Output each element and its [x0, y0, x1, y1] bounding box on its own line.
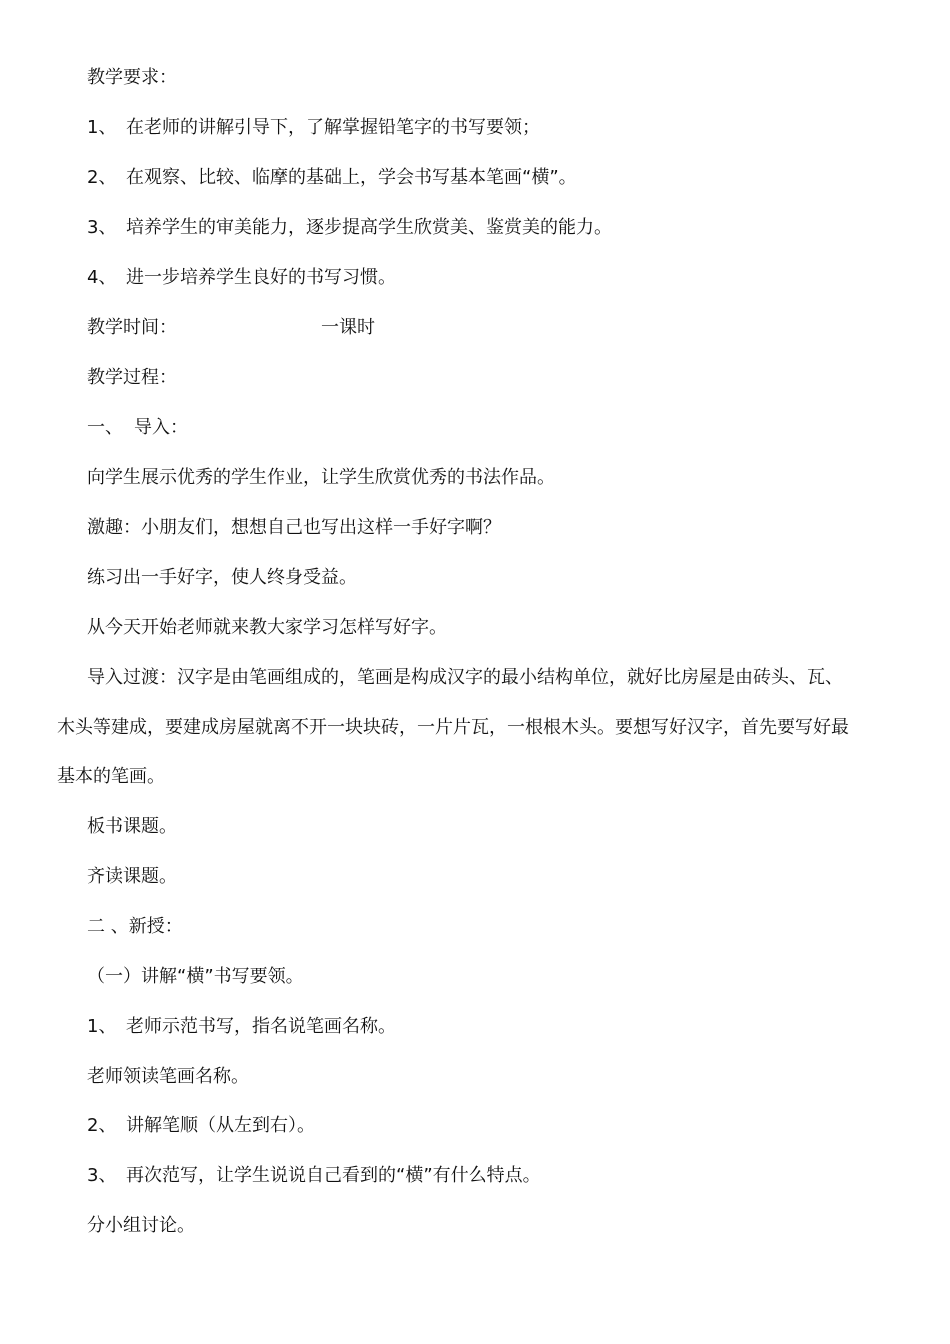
step-text: 老师示范书写，指名说笔画名称。	[126, 1016, 396, 1037]
step-text: 再次范写，让学生说说自己看到的“横”有什么特点。	[126, 1165, 541, 1186]
subsection-heading: （一）讲解“横”书写要领。	[87, 966, 304, 987]
step-item	[87, 1015, 396, 1039]
requirement-item	[87, 166, 577, 190]
section-one-heading	[87, 416, 188, 440]
requirement-text: 进一步培养学生良好的书写习惯。	[126, 267, 396, 288]
requirement-text: 在观察、比较、临摩的基础上，学会书写基本笔画“横”。	[126, 167, 577, 188]
step-item	[87, 1164, 541, 1188]
step-item	[87, 1114, 315, 1138]
paragraph: 从今天开始老师就来教大家学习怎样写好字。	[87, 617, 447, 638]
requirement-number: 1、	[87, 117, 117, 138]
requirement-text: 培养学生的审美能力，逐步提高学生欣赏美、鉴赏美的能力。	[126, 217, 612, 238]
paragraph: 板书课题。	[87, 816, 177, 837]
step-text: 讲解笔顺（从左到右）。	[126, 1115, 315, 1136]
paragraph: 齐读课题。	[87, 866, 177, 887]
requirement-item	[87, 116, 540, 140]
paragraph: 向学生展示优秀的学生作业，让学生欣赏优秀的书法作品。	[87, 467, 555, 488]
paragraph: 老师领读笔画名称。	[87, 1066, 249, 1087]
paragraph: 分小组讨论。	[87, 1215, 195, 1236]
requirement-number: 2、	[87, 167, 117, 188]
process-heading: 教学过程：	[87, 367, 177, 388]
requirement-text: 在老师的讲解引导下，了解掌握铅笔字的书写要领；	[126, 117, 540, 138]
transition-paragraph-line: 导入过渡：汉字是由笔画组成的，笔画是构成汉字的最小结构单位，就好比房屋是由砖头、瓦、	[87, 667, 843, 688]
section-title: 导入：	[134, 417, 188, 438]
time-value: 一课时	[321, 317, 375, 338]
step-number: 2、	[87, 1115, 117, 1136]
teaching-time	[87, 316, 375, 340]
time-label: 教学时间：	[87, 317, 177, 338]
transition-paragraph-line: 木头等建成，要建成房屋就离不开一块块砖，一片片瓦，一根根木头。要想写好汉字，首先要写好最	[57, 717, 849, 738]
requirement-number: 4、	[87, 267, 117, 288]
requirement-item	[87, 216, 612, 240]
paragraph: 激趣：小朋友们，想想自己也写出这样一手好字啊？	[87, 517, 501, 538]
requirement-number: 3、	[87, 217, 117, 238]
requirement-item	[87, 266, 396, 290]
section-number: 一、	[87, 417, 123, 438]
section-two-heading: 二 、新授：	[87, 916, 183, 937]
transition-paragraph-line: 基本的笔画。	[57, 766, 165, 787]
requirements-heading: 教学要求：	[87, 67, 177, 88]
step-number: 1、	[87, 1016, 117, 1037]
paragraph: 练习出一手好字，使人终身受益。	[87, 567, 357, 588]
step-number: 3、	[87, 1165, 117, 1186]
